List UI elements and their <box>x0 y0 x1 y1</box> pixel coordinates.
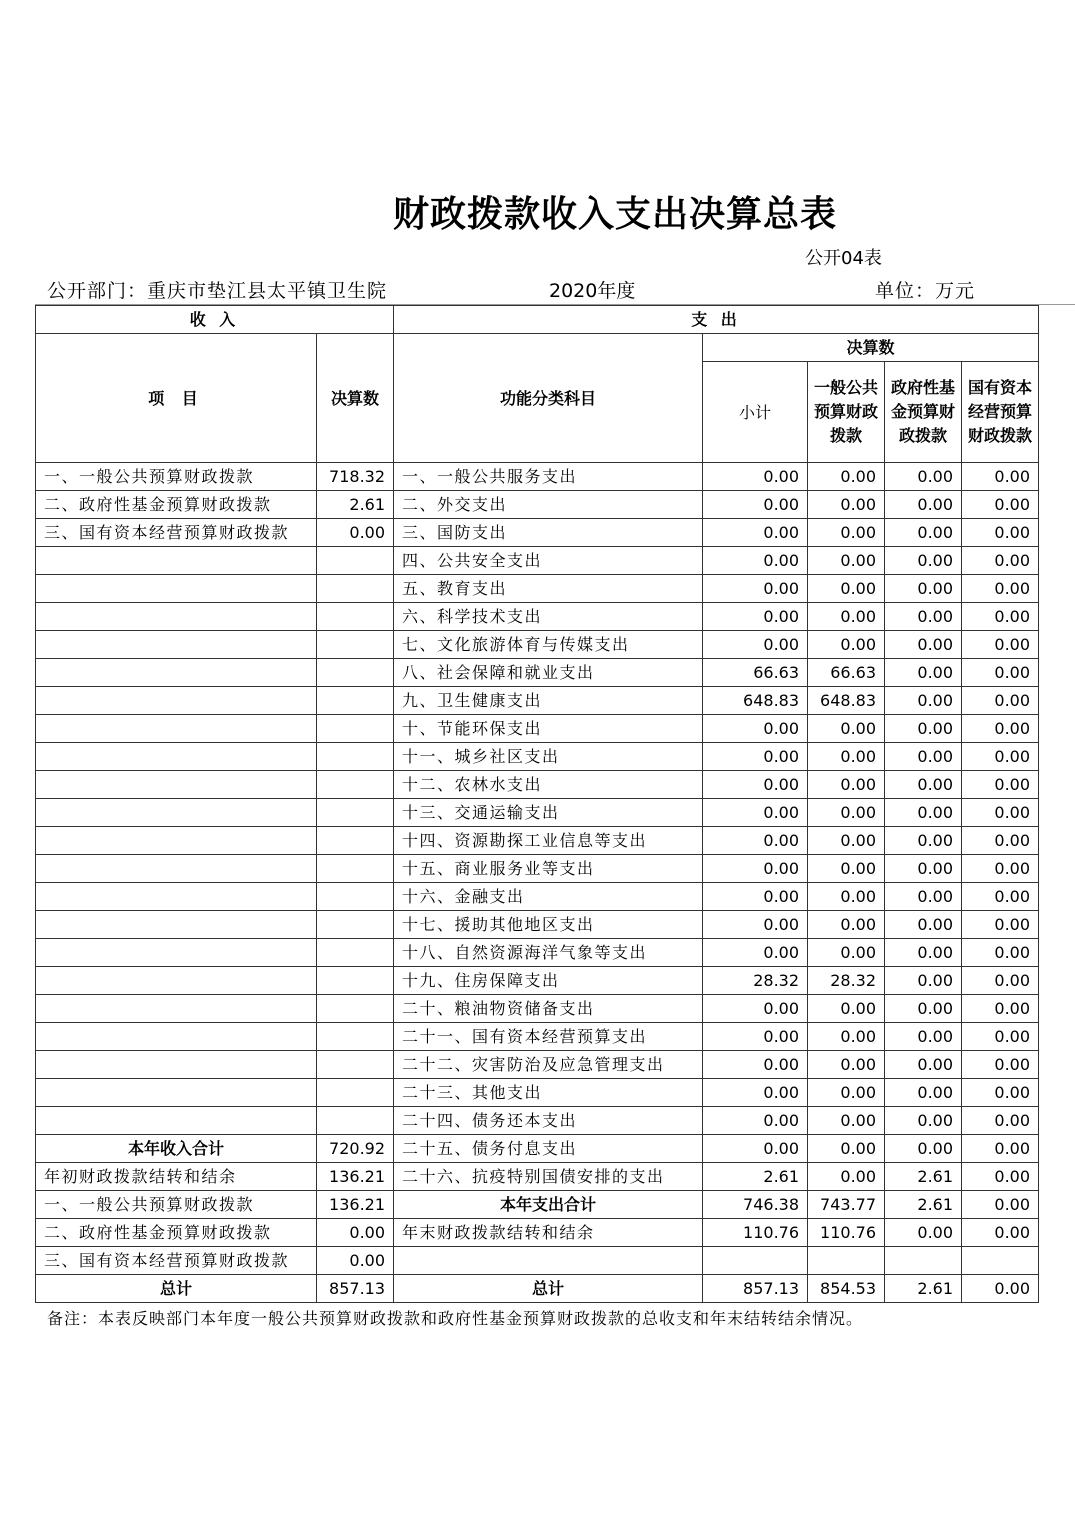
subtotal-cell: 857.13 <box>703 1275 808 1303</box>
income-amount-cell <box>317 547 394 575</box>
income-item-cell <box>36 659 317 687</box>
gov-fund-cell: 0.00 <box>885 603 962 631</box>
income-item-cell <box>36 771 317 799</box>
gov-fund-cell: 0.00 <box>885 1079 962 1107</box>
income-amount-cell <box>317 659 394 687</box>
subtotal-cell: 0.00 <box>703 799 808 827</box>
state-capital-cell: 0.00 <box>962 911 1039 939</box>
income-amount-cell <box>317 687 394 715</box>
gov-fund-cell: 0.00 <box>885 547 962 575</box>
table-row <box>36 1135 1039 1163</box>
subtotal-cell: 0.00 <box>703 939 808 967</box>
general-budget-cell: 0.00 <box>808 603 885 631</box>
table-row <box>36 547 1039 575</box>
subtotal-cell: 0.00 <box>703 603 808 631</box>
income-item-cell <box>36 967 317 995</box>
general-budget-cell: 0.00 <box>808 799 885 827</box>
gov-fund-cell: 0.00 <box>885 1219 962 1247</box>
general-budget-cell: 0.00 <box>808 883 885 911</box>
table-row <box>36 1191 1039 1219</box>
gov-fund-cell: 0.00 <box>885 519 962 547</box>
income-amount-cell: 136.21 <box>317 1191 394 1219</box>
general-budget-header: 一般公共预算财政拨款 <box>808 362 885 463</box>
income-section-header: 收 入 <box>36 306 394 334</box>
gov-fund-cell: 0.00 <box>885 687 962 715</box>
general-budget-cell: 0.00 <box>808 771 885 799</box>
income-item-cell <box>36 995 317 1023</box>
expense-item-cell: 二十三、其他支出 <box>394 1079 703 1107</box>
function-class-header: 功能分类科目 <box>394 334 703 463</box>
general-budget-cell: 0.00 <box>808 1023 885 1051</box>
table-row <box>36 883 1039 911</box>
gov-fund-cell: 0.00 <box>885 1023 962 1051</box>
gov-fund-cell: 0.00 <box>885 575 962 603</box>
general-budget-cell: 110.76 <box>808 1219 885 1247</box>
table-row <box>36 491 1039 519</box>
income-item-cell: 本年收入合计 <box>36 1135 317 1163</box>
subtotal-cell: 28.32 <box>703 967 808 995</box>
income-item-cell <box>36 1079 317 1107</box>
table-row <box>36 1079 1039 1107</box>
income-item-cell: 三、国有资本经营预算财政拨款 <box>36 519 317 547</box>
state-capital-cell: 0.00 <box>962 1191 1039 1219</box>
gov-fund-cell: 0.00 <box>885 1107 962 1135</box>
state-capital-cell: 0.00 <box>962 575 1039 603</box>
state-capital-cell: 0.00 <box>962 1107 1039 1135</box>
income-item-cell <box>36 939 317 967</box>
general-budget-cell: 0.00 <box>808 743 885 771</box>
fiscal-summary-table <box>35 305 1039 1303</box>
expense-item-cell: 年末财政拨款结转和结余 <box>394 1219 703 1247</box>
gov-fund-cell: 0.00 <box>885 659 962 687</box>
table-row <box>36 1275 1039 1303</box>
income-item-cell: 一、一般公共预算财政拨款 <box>36 463 317 491</box>
income-item-cell: 二、政府性基金预算财政拨款 <box>36 1219 317 1247</box>
gov-fund-cell: 0.00 <box>885 743 962 771</box>
state-capital-cell: 0.00 <box>962 1023 1039 1051</box>
state-capital-cell: 0.00 <box>962 519 1039 547</box>
income-item-cell <box>36 1051 317 1079</box>
state-capital-cell: 0.00 <box>962 1051 1039 1079</box>
income-item-cell <box>36 883 317 911</box>
expense-item-cell: 十二、农林水支出 <box>394 771 703 799</box>
general-budget-cell: 0.00 <box>808 1051 885 1079</box>
income-amount-cell <box>317 799 394 827</box>
table-row <box>36 1163 1039 1191</box>
expense-item-cell <box>394 1247 703 1275</box>
gov-fund-cell: 0.00 <box>885 1135 962 1163</box>
general-budget-cell <box>808 1247 885 1275</box>
unit-label: 单位：万元 <box>875 280 976 302</box>
income-item-cell <box>36 603 317 631</box>
subtotal-cell: 0.00 <box>703 491 808 519</box>
income-item-cell: 一、一般公共预算财政拨款 <box>36 1191 317 1219</box>
income-amount-cell: 718.32 <box>317 463 394 491</box>
state-capital-cell: 0.00 <box>962 631 1039 659</box>
income-amount-cell <box>317 883 394 911</box>
general-budget-cell: 0.00 <box>808 939 885 967</box>
state-capital-cell: 0.00 <box>962 995 1039 1023</box>
state-capital-cell: 0.00 <box>962 687 1039 715</box>
state-capital-cell: 0.00 <box>962 799 1039 827</box>
income-amount-cell: 2.61 <box>317 491 394 519</box>
expense-item-cell: 本年支出合计 <box>394 1191 703 1219</box>
income-amount-cell <box>317 967 394 995</box>
gov-fund-cell: 0.00 <box>885 491 962 519</box>
expense-item-cell: 十一、城乡社区支出 <box>394 743 703 771</box>
expense-item-cell: 二十四、债务还本支出 <box>394 1107 703 1135</box>
income-amount-cell <box>317 1079 394 1107</box>
final-amount-group-header: 决算数 <box>703 334 1039 362</box>
income-item-cell <box>36 911 317 939</box>
income-amount-cell: 0.00 <box>317 1247 394 1275</box>
state-capital-cell: 0.00 <box>962 603 1039 631</box>
expense-item-cell: 十八、自然资源海洋气象等支出 <box>394 939 703 967</box>
general-budget-cell: 28.32 <box>808 967 885 995</box>
income-amount-cell <box>317 631 394 659</box>
income-amount-cell <box>317 1051 394 1079</box>
table-row <box>36 1107 1039 1135</box>
state-capital-header: 国有资本经营预算财政拨款 <box>962 362 1039 463</box>
expense-item-cell: 二十、粮油物资储备支出 <box>394 995 703 1023</box>
table-row <box>36 743 1039 771</box>
expense-item-cell: 三、国防支出 <box>394 519 703 547</box>
table-row <box>36 771 1039 799</box>
gov-fund-cell: 0.00 <box>885 967 962 995</box>
income-item-cell: 年初财政拨款结转和结余 <box>36 1163 317 1191</box>
income-amount-cell <box>317 715 394 743</box>
subtotal-cell: 648.83 <box>703 687 808 715</box>
department-label: 公开部门：重庆市垫江县太平镇卫生院 <box>47 280 388 302</box>
general-budget-cell: 0.00 <box>808 1079 885 1107</box>
general-budget-cell: 0.00 <box>808 547 885 575</box>
state-capital-cell: 0.00 <box>962 715 1039 743</box>
gov-fund-cell <box>885 1247 962 1275</box>
table-row <box>36 659 1039 687</box>
subtotal-cell: 0.00 <box>703 883 808 911</box>
expense-item-cell: 十六、金融支出 <box>394 883 703 911</box>
subtotal-cell: 746.38 <box>703 1191 808 1219</box>
general-budget-cell: 0.00 <box>808 827 885 855</box>
subtotal-cell: 110.76 <box>703 1219 808 1247</box>
gov-fund-cell: 0.00 <box>885 1051 962 1079</box>
general-budget-cell: 854.53 <box>808 1275 885 1303</box>
subtotal-cell: 0.00 <box>703 995 808 1023</box>
income-item-cell <box>36 547 317 575</box>
expense-item-cell: 二十五、债务付息支出 <box>394 1135 703 1163</box>
table-row <box>36 519 1039 547</box>
income-amount-cell: 136.21 <box>317 1163 394 1191</box>
expense-item-cell: 七、文化旅游体育与传媒支出 <box>394 631 703 659</box>
expense-item-cell: 四、公共安全支出 <box>394 547 703 575</box>
page-title: 财政拨款收入支出决算总表 <box>392 193 837 235</box>
gov-fund-header: 政府性基金预算财政拨款 <box>885 362 962 463</box>
expense-item-cell: 十、节能环保支出 <box>394 715 703 743</box>
table-row <box>36 1247 1039 1275</box>
subtotal-cell: 0.00 <box>703 715 808 743</box>
income-item-cell <box>36 855 317 883</box>
income-amount-cell <box>317 575 394 603</box>
state-capital-cell <box>962 1247 1039 1275</box>
gov-fund-cell: 0.00 <box>885 463 962 491</box>
expense-item-cell: 九、卫生健康支出 <box>394 687 703 715</box>
income-item-cell <box>36 715 317 743</box>
state-capital-cell: 0.00 <box>962 855 1039 883</box>
state-capital-cell: 0.00 <box>962 491 1039 519</box>
subtotal-header: 小计 <box>703 362 808 463</box>
general-budget-cell: 0.00 <box>808 715 885 743</box>
subtotal-cell: 0.00 <box>703 631 808 659</box>
subtotal-cell <box>703 1247 808 1275</box>
table-row <box>36 1023 1039 1051</box>
table-row <box>36 1219 1039 1247</box>
income-item-cell: 总计 <box>36 1275 317 1303</box>
table-row <box>36 827 1039 855</box>
gov-fund-cell: 0.00 <box>885 939 962 967</box>
income-amount-cell: 720.92 <box>317 1135 394 1163</box>
income-item-cell: 二、政府性基金预算财政拨款 <box>36 491 317 519</box>
subtotal-cell: 0.00 <box>703 855 808 883</box>
income-amount-cell <box>317 939 394 967</box>
state-capital-cell: 0.00 <box>962 1135 1039 1163</box>
general-budget-cell: 0.00 <box>808 1107 885 1135</box>
income-amount-cell <box>317 743 394 771</box>
general-budget-cell: 743.77 <box>808 1191 885 1219</box>
gov-fund-cell: 2.61 <box>885 1163 962 1191</box>
expense-item-cell: 二十六、抗疫特别国债安排的支出 <box>394 1163 703 1191</box>
state-capital-cell: 0.00 <box>962 967 1039 995</box>
gov-fund-cell: 0.00 <box>885 715 962 743</box>
income-amount-cell <box>317 1023 394 1051</box>
fiscal-year: 2020年度 <box>549 280 636 302</box>
subtotal-cell: 0.00 <box>703 827 808 855</box>
income-amount-cell <box>317 855 394 883</box>
general-budget-cell: 0.00 <box>808 463 885 491</box>
state-capital-cell: 0.00 <box>962 883 1039 911</box>
income-item-cell <box>36 631 317 659</box>
subtotal-cell: 2.61 <box>703 1163 808 1191</box>
general-budget-cell: 0.00 <box>808 1163 885 1191</box>
table-row <box>36 855 1039 883</box>
income-amount-cell: 0.00 <box>317 519 394 547</box>
subtotal-cell: 0.00 <box>703 911 808 939</box>
income-amount-cell: 857.13 <box>317 1275 394 1303</box>
income-amount-cell <box>317 1107 394 1135</box>
gov-fund-cell: 2.61 <box>885 1275 962 1303</box>
state-capital-cell: 0.00 <box>962 743 1039 771</box>
state-capital-cell: 0.00 <box>962 939 1039 967</box>
state-capital-cell: 0.00 <box>962 771 1039 799</box>
general-budget-cell: 0.00 <box>808 491 885 519</box>
subtotal-cell: 0.00 <box>703 1051 808 1079</box>
subtotal-cell: 0.00 <box>703 463 808 491</box>
income-item-cell <box>36 743 317 771</box>
expense-item-cell: 二、外交支出 <box>394 491 703 519</box>
income-item-cell <box>36 575 317 603</box>
expense-item-cell: 二十二、灾害防治及应急管理支出 <box>394 1051 703 1079</box>
income-amount-header: 决算数 <box>317 334 394 463</box>
income-item-cell: 三、国有资本经营预算财政拨款 <box>36 1247 317 1275</box>
general-budget-cell: 0.00 <box>808 995 885 1023</box>
table-row <box>36 687 1039 715</box>
expense-item-cell: 十七、援助其他地区支出 <box>394 911 703 939</box>
income-item-cell <box>36 799 317 827</box>
gov-fund-cell: 2.61 <box>885 1191 962 1219</box>
general-budget-cell: 0.00 <box>808 575 885 603</box>
table-row <box>36 575 1039 603</box>
footnote: 备注：本表反映部门本年度一般公共预算财政拨款和政府性基金预算财政拨款的总收支和年末结转结余情况。 <box>47 1309 864 1328</box>
table-row <box>36 715 1039 743</box>
general-budget-cell: 0.00 <box>808 855 885 883</box>
income-item-cell <box>36 687 317 715</box>
income-amount-cell <box>317 603 394 631</box>
gov-fund-cell: 0.00 <box>885 883 962 911</box>
state-capital-cell: 0.00 <box>962 463 1039 491</box>
state-capital-cell: 0.00 <box>962 827 1039 855</box>
state-capital-cell: 0.00 <box>962 547 1039 575</box>
income-amount-cell <box>317 911 394 939</box>
table-row <box>36 603 1039 631</box>
subtotal-cell: 0.00 <box>703 771 808 799</box>
expense-item-cell: 八、社会保障和就业支出 <box>394 659 703 687</box>
general-budget-cell: 0.00 <box>808 519 885 547</box>
gov-fund-cell: 0.00 <box>885 911 962 939</box>
general-budget-cell: 0.00 <box>808 631 885 659</box>
expense-item-cell: 总计 <box>394 1275 703 1303</box>
income-amount-cell: 0.00 <box>317 1219 394 1247</box>
table-row <box>36 995 1039 1023</box>
state-capital-cell: 0.00 <box>962 1275 1039 1303</box>
state-capital-cell: 0.00 <box>962 1219 1039 1247</box>
subtotal-cell: 0.00 <box>703 743 808 771</box>
income-amount-cell <box>317 771 394 799</box>
subtotal-cell: 0.00 <box>703 1135 808 1163</box>
expense-item-cell: 一、一般公共服务支出 <box>394 463 703 491</box>
subtotal-cell: 0.00 <box>703 1023 808 1051</box>
table-row <box>36 967 1039 995</box>
expense-item-cell: 六、科学技术支出 <box>394 603 703 631</box>
subtotal-cell: 0.00 <box>703 519 808 547</box>
gov-fund-cell: 0.00 <box>885 995 962 1023</box>
income-item-cell <box>36 1023 317 1051</box>
income-item-cell <box>36 1107 317 1135</box>
expense-item-cell: 十四、资源勘探工业信息等支出 <box>394 827 703 855</box>
expense-item-cell: 十九、住房保障支出 <box>394 967 703 995</box>
state-capital-cell: 0.00 <box>962 1079 1039 1107</box>
gov-fund-cell: 0.00 <box>885 771 962 799</box>
table-row <box>36 631 1039 659</box>
state-capital-cell: 0.00 <box>962 1163 1039 1191</box>
table-number: 公开04表 <box>805 248 882 269</box>
item-header: 项 目 <box>36 334 317 463</box>
subtotal-cell: 0.00 <box>703 547 808 575</box>
general-budget-cell: 648.83 <box>808 687 885 715</box>
state-capital-cell: 0.00 <box>962 659 1039 687</box>
table-row <box>36 911 1039 939</box>
table-row <box>36 463 1039 491</box>
subtotal-cell: 0.00 <box>703 1079 808 1107</box>
expense-section-header: 支 出 <box>394 306 1039 334</box>
general-budget-cell: 0.00 <box>808 911 885 939</box>
subtotal-cell: 0.00 <box>703 1107 808 1135</box>
table-row <box>36 799 1039 827</box>
gov-fund-cell: 0.00 <box>885 827 962 855</box>
expense-item-cell: 五、教育支出 <box>394 575 703 603</box>
expense-item-cell: 二十一、国有资本经营预算支出 <box>394 1023 703 1051</box>
expense-item-cell: 十五、商业服务业等支出 <box>394 855 703 883</box>
gov-fund-cell: 0.00 <box>885 799 962 827</box>
gov-fund-cell: 0.00 <box>885 855 962 883</box>
income-amount-cell <box>317 995 394 1023</box>
gov-fund-cell: 0.00 <box>885 631 962 659</box>
expense-item-cell: 十三、交通运输支出 <box>394 799 703 827</box>
income-amount-cell <box>317 827 394 855</box>
income-item-cell <box>36 827 317 855</box>
table-row <box>36 939 1039 967</box>
table-row <box>36 1051 1039 1079</box>
subtotal-cell: 0.00 <box>703 575 808 603</box>
general-budget-cell: 66.63 <box>808 659 885 687</box>
subtotal-cell: 66.63 <box>703 659 808 687</box>
general-budget-cell: 0.00 <box>808 1135 885 1163</box>
